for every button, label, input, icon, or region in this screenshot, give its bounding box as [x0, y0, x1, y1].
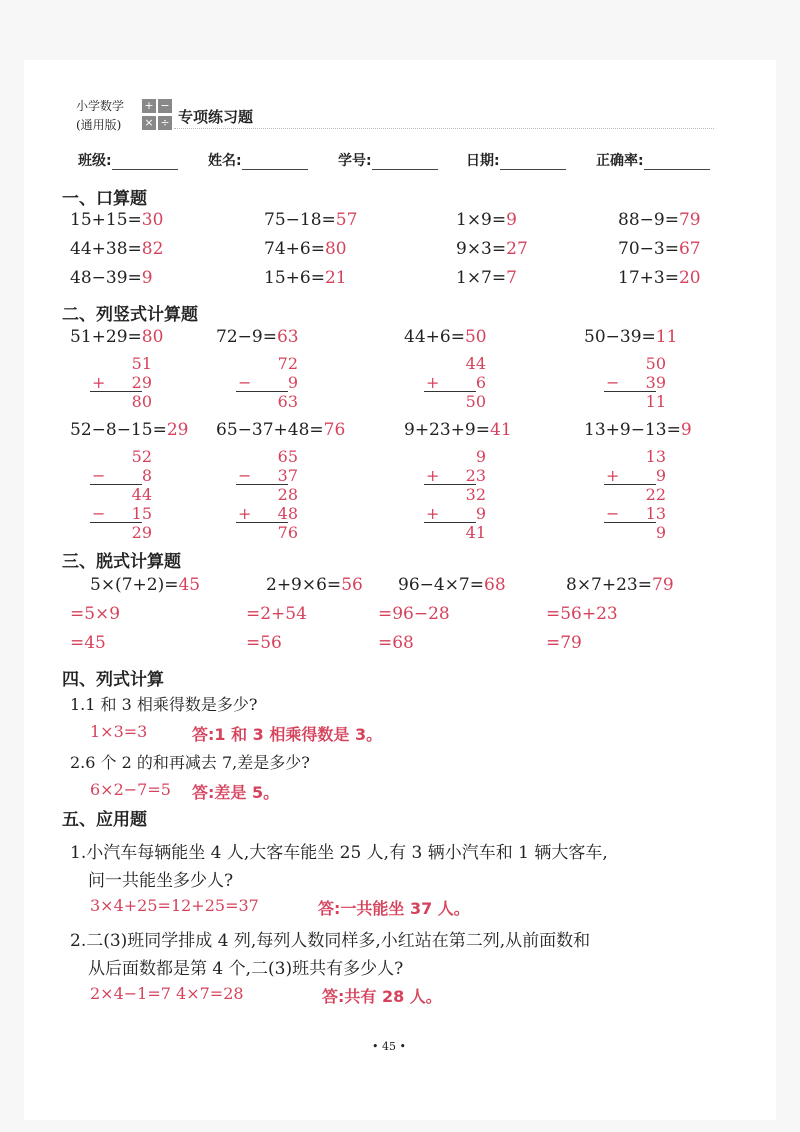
number: 39	[645, 373, 666, 392]
oral-question	[264, 268, 347, 288]
number: 29	[131, 373, 152, 392]
number: 48	[277, 504, 298, 523]
step-line: =2+54	[246, 604, 307, 624]
problem-text: 2.6 个 2 的和再减去 7,差是多少?	[70, 753, 310, 772]
times-icon: ×	[142, 116, 156, 130]
number: 80	[131, 392, 152, 411]
vertical-work	[426, 354, 486, 411]
question-text: 1×7=	[456, 268, 507, 288]
answer-text: 56	[341, 575, 363, 595]
stepwise-question	[566, 575, 674, 595]
operator-sign: −	[92, 466, 106, 485]
vertical-question	[70, 420, 188, 440]
work-row	[426, 447, 486, 466]
oral-question	[264, 210, 357, 230]
oral-question	[618, 210, 701, 230]
oral-question	[70, 210, 163, 230]
number: 9	[475, 447, 486, 466]
oral-question	[264, 239, 347, 259]
stepwise-question	[398, 575, 506, 595]
question-text: 65−37+48=	[216, 420, 324, 440]
number: 28	[277, 485, 298, 504]
work-row	[238, 354, 298, 373]
work-row	[238, 523, 298, 542]
vertical-question	[70, 327, 163, 347]
question-text: 70−3=	[618, 239, 679, 259]
question-text: 9×3=	[456, 239, 507, 259]
problem-line: 问一共能坐多少人?	[88, 871, 234, 891]
problem-line: 2.二(3)班同学排成 4 列,每列人数同样多,小红站在第二列,从前面数和	[70, 931, 591, 951]
operator-sign: +	[426, 373, 440, 392]
operator-sign: −	[238, 373, 252, 392]
step-line: =68	[378, 633, 414, 653]
problem-line: 1.小汽车每辆能坐 4 人,大客车能坐 25 人,有 3 辆小汽车和 1 辆大客车,	[70, 843, 608, 863]
oral-question	[456, 210, 517, 230]
number: 72	[277, 354, 298, 373]
number: 22	[645, 485, 666, 504]
answer-text: 20	[678, 268, 701, 288]
answer-text: 答:一共能坐 37 人。	[318, 899, 470, 918]
answer-text: 21	[324, 268, 347, 288]
section-oral: 一、口算题	[62, 189, 147, 209]
work-row	[92, 373, 152, 392]
oral-question	[70, 239, 163, 259]
vertical-work	[92, 447, 152, 542]
work-row	[238, 392, 298, 411]
operator-sign: +	[426, 466, 440, 485]
step-line: =96−28	[378, 604, 450, 624]
date-blank[interactable]	[500, 155, 566, 170]
question-text: 15+15=	[70, 210, 142, 230]
oral-question	[456, 268, 517, 288]
work-row	[92, 447, 152, 466]
work-row	[92, 485, 152, 504]
answer-line	[322, 984, 442, 1007]
worksheet-title: 专项练习题	[178, 108, 254, 126]
work-row	[238, 485, 298, 504]
class-field: 班级:	[78, 150, 178, 170]
number: 6	[475, 373, 486, 392]
number: 44	[465, 354, 486, 373]
answer-text: 30	[141, 210, 164, 230]
number: 9	[655, 466, 666, 485]
oral-question	[618, 268, 701, 288]
work-row	[606, 485, 666, 504]
step-line: =45	[70, 633, 106, 653]
number: 37	[277, 466, 298, 485]
question-text: 72−9=	[216, 327, 277, 347]
work-row	[238, 447, 298, 466]
answer-text: 9	[680, 420, 692, 440]
operator-sign: +	[92, 373, 106, 392]
answer-text: 答:共有 28 人。	[322, 987, 442, 1006]
calculation: 3×4+25=12+25=37	[90, 896, 259, 915]
answer-text: 68	[484, 575, 506, 595]
class-blank[interactable]	[112, 155, 178, 170]
vertical-question	[216, 420, 345, 440]
number: 44	[131, 485, 152, 504]
section-vertical: 二、列竖式计算题	[62, 305, 198, 325]
question-text: 96−4×7=	[398, 575, 484, 595]
operator-sign: +	[606, 466, 620, 485]
question-text: 2+9×6=	[266, 575, 342, 595]
question-text: 51+29=	[70, 327, 142, 347]
question-text: 5×(7+2)=	[90, 575, 179, 595]
vertical-work	[92, 354, 152, 411]
brand-line-1: 小学数学	[76, 99, 125, 113]
work-row	[238, 373, 298, 392]
section-word: 五、应用题	[62, 810, 147, 830]
oral-question	[618, 239, 701, 259]
problem-line: 从后面数都是第 4 个,二(3)班共有多少人?	[88, 959, 404, 979]
work-row	[426, 523, 486, 542]
name-blank[interactable]	[242, 155, 308, 170]
number: 13	[645, 447, 666, 466]
work-row	[238, 466, 298, 485]
vertical-work	[426, 447, 486, 542]
number: 13	[645, 504, 666, 523]
work-row	[606, 354, 666, 373]
step-line: =79	[546, 633, 582, 653]
name-field: 姓名:	[208, 150, 308, 170]
work-row	[92, 354, 152, 373]
vertical-work	[606, 354, 666, 411]
question-text: 44+6=	[404, 327, 465, 347]
work-row	[238, 504, 298, 523]
vertical-question	[404, 327, 487, 347]
work-row	[606, 504, 666, 523]
answer-text: 80	[141, 327, 164, 347]
calculation: 6×2−7=5	[90, 780, 171, 799]
accuracy-field: 正确率:	[596, 150, 710, 170]
work-row	[426, 354, 486, 373]
number: 23	[465, 466, 486, 485]
step-line: =56	[246, 633, 282, 653]
operator-sign: −	[238, 466, 252, 485]
section-stepwise: 三、脱式计算题	[62, 552, 181, 572]
work-row	[92, 466, 152, 485]
work-row	[606, 373, 666, 392]
student-id-blank[interactable]	[372, 155, 438, 170]
work-row	[92, 523, 152, 542]
number: 51	[131, 354, 152, 373]
question-text: 1×9=	[456, 210, 507, 230]
work-row	[426, 504, 486, 523]
answer-text: 9	[506, 210, 517, 230]
question-text: 9+23+9=	[404, 420, 490, 440]
question-text: 44+38=	[70, 239, 142, 259]
question-text: 75−18=	[264, 210, 336, 230]
work-row	[606, 392, 666, 411]
work-row	[426, 392, 486, 411]
calculation: 2×4−1=7 4×7=28	[90, 984, 244, 1003]
number: 76	[277, 523, 298, 542]
section-expression: 四、列式计算	[62, 670, 164, 690]
number: 9	[655, 523, 666, 542]
number: 63	[277, 392, 298, 411]
question-text: 13+9−13=	[584, 420, 681, 440]
vertical-question	[404, 420, 512, 440]
number: 29	[131, 523, 152, 542]
vertical-work	[238, 354, 298, 411]
stepwise-question	[90, 575, 200, 595]
answer-text: 7	[506, 268, 517, 288]
work-row	[606, 523, 666, 542]
number: 9	[475, 504, 486, 523]
page-number: • 45 •	[372, 1040, 406, 1053]
question-text: 50−39=	[584, 327, 656, 347]
question-text: 15+6=	[264, 268, 325, 288]
number: 65	[277, 447, 298, 466]
number: 52	[131, 447, 152, 466]
vertical-work	[238, 447, 298, 542]
operator-icons	[142, 99, 173, 133]
work-row	[606, 466, 666, 485]
vertical-question	[584, 327, 677, 347]
answer-text: 79	[652, 575, 674, 595]
answer-text: 63	[276, 327, 299, 347]
answer-text: 45	[178, 575, 201, 595]
number: 32	[465, 485, 486, 504]
number: 8	[141, 466, 152, 485]
number: 15	[131, 504, 152, 523]
student-id-field: 学号:	[338, 150, 438, 170]
answer-text: 67	[678, 239, 701, 259]
answer-line	[192, 722, 382, 745]
vertical-work	[606, 447, 666, 542]
problem-text: 1.1 和 3 相乘得数是多少?	[70, 695, 258, 714]
answer-text: 答:1 和 3 相乘得数是 3。	[192, 725, 383, 744]
oral-question	[70, 268, 153, 288]
answer-text: 29	[166, 420, 189, 440]
step-line: =5×9	[70, 604, 121, 624]
oral-question	[456, 239, 528, 259]
question-text: 52−8−15=	[70, 420, 167, 440]
answer-text: 57	[335, 210, 358, 230]
minus-icon: −	[158, 99, 172, 113]
accuracy-blank[interactable]	[644, 155, 710, 170]
operator-sign: −	[606, 504, 620, 523]
calculation: 1×3=3	[90, 722, 148, 741]
question-text: 74+6=	[264, 239, 325, 259]
plus-icon: +	[142, 99, 156, 113]
answer-text: 27	[506, 239, 528, 259]
date-field: 日期:	[466, 150, 566, 170]
answer-line	[318, 896, 470, 919]
answer-text: 50	[464, 327, 487, 347]
operator-sign: +	[426, 504, 440, 523]
operator-sign: +	[238, 504, 252, 523]
operator-sign: −	[92, 504, 106, 523]
operator-sign: −	[606, 373, 620, 392]
number: 11	[645, 392, 666, 411]
answer-text: 82	[141, 239, 164, 259]
answer-text: 41	[490, 420, 512, 440]
work-row	[426, 485, 486, 504]
work-row	[426, 466, 486, 485]
answer-text: 76	[323, 420, 346, 440]
brand-line-2: (通用版)	[76, 118, 122, 132]
answer-text: 9	[141, 268, 153, 288]
work-row	[92, 504, 152, 523]
number: 50	[645, 354, 666, 373]
question-text: 8×7+23=	[566, 575, 652, 595]
answer-text: 答:差是 5。	[192, 783, 280, 802]
vertical-question	[216, 327, 299, 347]
divide-icon: ÷	[158, 116, 172, 130]
answer-text: 80	[324, 239, 347, 259]
answer-text: 11	[655, 327, 678, 347]
stepwise-question	[266, 575, 363, 595]
header-divider	[174, 128, 714, 129]
work-row	[92, 392, 152, 411]
step-line: =56+23	[546, 604, 618, 624]
work-row	[426, 373, 486, 392]
question-text: 17+3=	[618, 268, 679, 288]
work-row	[606, 447, 666, 466]
number: 50	[465, 392, 486, 411]
question-text: 88−9=	[618, 210, 679, 230]
vertical-question	[584, 420, 692, 440]
answer-line	[192, 780, 279, 803]
number: 41	[465, 523, 486, 542]
question-text: 48−39=	[70, 268, 142, 288]
number: 9	[287, 373, 298, 392]
answer-text: 79	[678, 210, 701, 230]
